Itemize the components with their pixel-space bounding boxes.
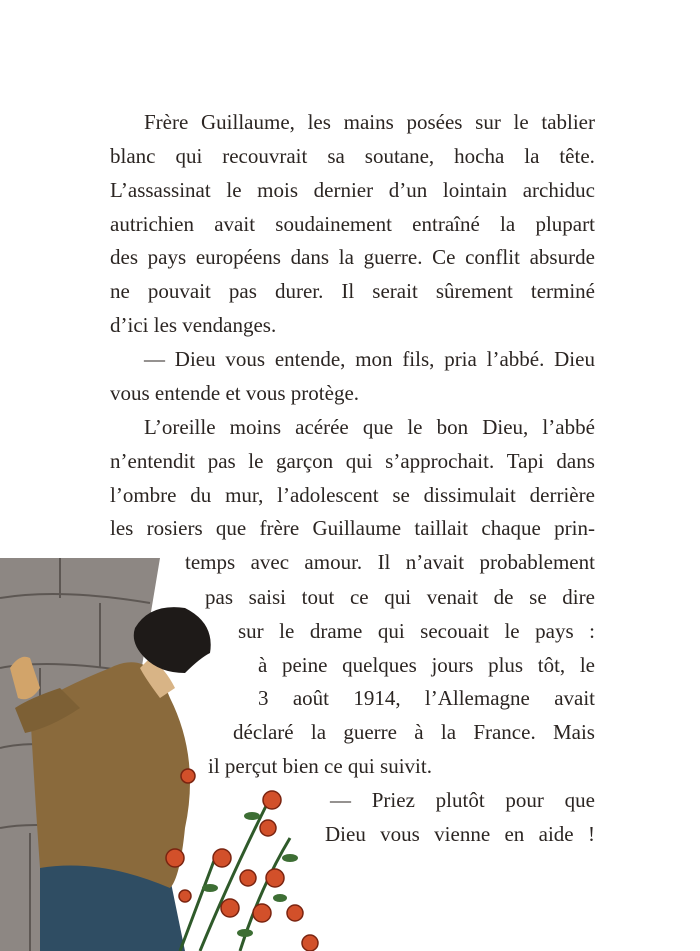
- word: aide: [538, 822, 574, 846]
- word: :: [589, 619, 595, 643]
- word: vienne: [434, 822, 491, 846]
- word: peine: [281, 653, 328, 677]
- text-line: vous entende et vous protège.: [110, 381, 360, 405]
- word: le: [407, 415, 423, 439]
- word: Dieu: [325, 822, 366, 846]
- text-line: [185, 550, 595, 574]
- word: Mais: [552, 720, 595, 744]
- word: 3: [258, 686, 269, 710]
- word: à: [414, 720, 424, 744]
- word: la: [338, 245, 354, 269]
- word: Dieu: [174, 347, 216, 371]
- word: Tapi: [506, 449, 544, 473]
- word: vous: [380, 822, 420, 846]
- word: drame: [309, 619, 363, 643]
- text-line: [110, 449, 595, 473]
- word: blanc: [110, 144, 156, 168]
- word: ce: [349, 585, 369, 609]
- text-line: [110, 279, 595, 303]
- word: l’adolescent: [277, 483, 379, 507]
- text-line: [144, 110, 595, 134]
- word: sa: [327, 144, 345, 168]
- text-line: [110, 178, 595, 202]
- word: pour: [505, 788, 544, 812]
- word: conflit: [465, 245, 520, 269]
- text-line: [110, 245, 595, 269]
- text-line: [258, 686, 595, 710]
- word: des: [110, 245, 138, 269]
- word: sûrement: [435, 279, 513, 303]
- word: amour.: [304, 550, 363, 574]
- word: Guillaume: [312, 516, 402, 540]
- word: plutôt: [435, 788, 485, 812]
- word: la: [500, 212, 516, 236]
- word: posées: [406, 110, 463, 134]
- text-line: [233, 720, 595, 744]
- word: avait: [554, 686, 595, 710]
- word: chaque: [481, 516, 541, 540]
- word: qui: [377, 619, 405, 643]
- word: Guillaume,: [201, 110, 295, 134]
- word: moins: [229, 415, 281, 439]
- word: se: [529, 585, 547, 609]
- word: à: [258, 653, 268, 677]
- text-line: [205, 585, 595, 609]
- word: dissimulait: [423, 483, 516, 507]
- word: Il: [377, 550, 391, 574]
- word: acérée: [295, 415, 349, 439]
- text-line: [238, 619, 595, 643]
- word: dans: [290, 245, 330, 269]
- word: pas: [207, 449, 236, 473]
- word: se: [392, 483, 410, 507]
- word: prin-: [554, 516, 595, 540]
- word: que: [362, 415, 394, 439]
- word: Priez: [371, 788, 415, 812]
- word: le: [579, 653, 595, 677]
- text-line: [110, 144, 595, 168]
- word: !: [587, 822, 595, 846]
- text-line: [110, 516, 595, 540]
- word: mois: [257, 178, 298, 202]
- word: le: [279, 619, 295, 643]
- word: européens: [195, 245, 281, 269]
- word: entraîné: [412, 212, 480, 236]
- word: fils,: [402, 347, 435, 371]
- word: août: [292, 686, 329, 710]
- word: dans: [556, 449, 595, 473]
- word: n’avait: [405, 550, 465, 574]
- word: tout: [301, 585, 335, 609]
- word: pouvait: [147, 279, 211, 303]
- text-line: [110, 212, 595, 236]
- word: temps: [185, 550, 236, 574]
- word: plus: [488, 653, 524, 677]
- word: archiduc: [522, 178, 595, 202]
- word: frère: [259, 516, 300, 540]
- word: qui: [345, 449, 373, 473]
- word: taillait: [414, 516, 469, 540]
- word: la: [440, 720, 457, 744]
- word: sur: [475, 110, 501, 134]
- word: l’ombre: [110, 483, 177, 507]
- word: dernier: [313, 178, 374, 202]
- word: jours: [431, 653, 474, 677]
- word: probablement: [479, 550, 595, 574]
- word: absurde: [529, 245, 595, 269]
- word: le: [513, 110, 529, 134]
- word: pria: [444, 347, 477, 371]
- word: tablier: [541, 110, 595, 134]
- word: le: [226, 178, 242, 202]
- word: déclaré: [233, 720, 294, 744]
- word: d’un: [388, 178, 428, 202]
- word: pas: [205, 585, 233, 609]
- text-line: [330, 788, 595, 812]
- word: Dieu,: [482, 415, 529, 439]
- word: les: [307, 110, 331, 134]
- word: que: [215, 516, 247, 540]
- word: —: [144, 347, 165, 371]
- word: tôt,: [537, 653, 566, 677]
- word: —: [330, 788, 351, 812]
- word: en: [504, 822, 525, 846]
- word: soudainement: [275, 212, 392, 236]
- text-line: [325, 822, 595, 846]
- word: quelques: [342, 653, 417, 677]
- word: Dieu: [554, 347, 595, 371]
- word: guerre: [343, 720, 397, 744]
- word: pays: [535, 619, 574, 643]
- word: terminé: [530, 279, 595, 303]
- word: pays: [147, 245, 187, 269]
- word: durer.: [274, 279, 324, 303]
- word: autrichien: [110, 212, 194, 236]
- word: mains: [343, 110, 394, 134]
- word: guerre.: [363, 245, 423, 269]
- word: recouvrait: [222, 144, 308, 168]
- word: que: [564, 788, 595, 812]
- word: France.: [473, 720, 536, 744]
- word: tête.: [559, 144, 595, 168]
- text-line: il perçut bien ce qui suivit.: [208, 754, 432, 778]
- word: lointain: [442, 178, 508, 202]
- text-line: [110, 483, 595, 507]
- word: bon: [436, 415, 469, 439]
- word: vous: [225, 347, 266, 371]
- text-line: [144, 415, 595, 439]
- word: garçon: [276, 449, 334, 473]
- word: l’Allemagne: [424, 686, 530, 710]
- word: avec: [250, 550, 290, 574]
- word: mur,: [225, 483, 264, 507]
- word: L’oreille: [144, 415, 216, 439]
- word: l’abbé: [542, 415, 595, 439]
- word: pas: [228, 279, 257, 303]
- text-line: [258, 653, 595, 677]
- word: dire: [562, 585, 595, 609]
- word: qui: [384, 585, 412, 609]
- word: venait: [426, 585, 479, 609]
- word: sur: [238, 619, 264, 643]
- word: le: [504, 619, 520, 643]
- word: s’approchait.: [385, 449, 495, 473]
- text-line: [144, 347, 595, 371]
- word: 1914,: [353, 686, 401, 710]
- word: soutane,: [364, 144, 435, 168]
- word: entende,: [274, 347, 346, 371]
- word: la: [310, 720, 327, 744]
- word: n’entendit: [110, 449, 196, 473]
- word: serait: [372, 279, 418, 303]
- text-line: d’ici les vendanges.: [110, 313, 277, 337]
- word: rosiers: [146, 516, 203, 540]
- word: les: [110, 516, 134, 540]
- word: plupart: [535, 212, 595, 236]
- word: L’assassinat: [110, 178, 211, 202]
- word: le: [248, 449, 264, 473]
- word: qui: [175, 144, 203, 168]
- word: saisi: [248, 585, 286, 609]
- word: Ce: [432, 245, 456, 269]
- word: mon: [355, 347, 393, 371]
- word: derrière: [529, 483, 595, 507]
- word: l’abbé.: [486, 347, 545, 371]
- word: Il: [341, 279, 355, 303]
- word: ne: [110, 279, 130, 303]
- word: secouait: [420, 619, 489, 643]
- word: de: [493, 585, 514, 609]
- word: la: [524, 144, 540, 168]
- word: avait: [214, 212, 256, 236]
- word: Frère: [144, 110, 189, 134]
- word: du: [190, 483, 212, 507]
- word: hocha: [454, 144, 505, 168]
